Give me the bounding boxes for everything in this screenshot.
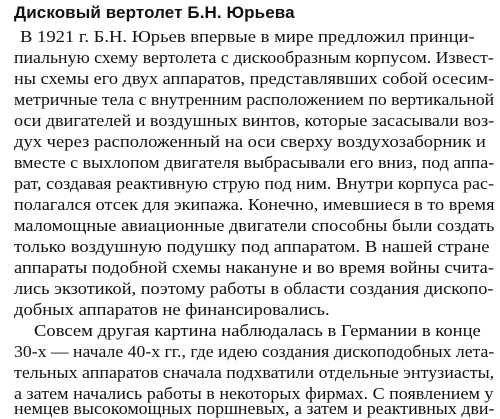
paragraph-1-line-6: дух через расположенный на оси сверху воздухозаборник и [14, 132, 486, 151]
paragraph-1-line-10: маломощные авиационные двигатели способны были создать [14, 216, 495, 235]
paragraph-2-line-1: Совсем другая картина наблюдалась в Германии в конце [34, 321, 481, 340]
paragraph-1-line-7: вместе с выхлопом двигателя выбрасывали его вниз, под аппа- [14, 153, 495, 172]
paragraph-1-line-12: аппараты подобной схемы накануне и во время войны счита- [14, 258, 494, 277]
paragraph-2-line-4: а затем начались работы в некоторых фирмах. С появлением у [14, 384, 494, 403]
paragraph-2-line-3: тельных аппаратов сначала подхватили отдельные энтузиасты, [14, 363, 495, 382]
paragraph-1-line-8: рат, создавая реактивную струю под ним. Внутри корпуса рас- [14, 174, 495, 193]
article-title: Дисковый вертолет Б.Н. Юрьева [14, 3, 295, 22]
paragraph-1-line-11: только воздушную подушку под аппаратом. В нашей стране [14, 237, 490, 256]
paragraph-1-line-4: метричные тела с внутренним расположением по вертикальной [14, 90, 495, 109]
paragraph-1-line-5: оси двигателей и воздушных винтов, которые засасывали воз- [14, 111, 495, 130]
paragraph-1-line-3: ны схемы его двух аппаратов, представлявших собой осесим- [14, 69, 495, 88]
paragraph-2-line-2: 30-х — начале 40-х гг., где идею создания дископодобных лета- [14, 342, 495, 361]
paragraph-1-line-13: лись экзотикой, поэтому работы в области создания дископо- [14, 279, 494, 298]
paragraph-2-line-5: немцев высокомощных поршневых, а затем и реактивных дви- [14, 399, 495, 418]
paragraph-1-line-9: полагался отсек для экипажа. Конечно, имевшиеся в то время [14, 195, 495, 214]
paragraph-1-line-2: пиальную схему вертолета с дискообразным корпусом. Извест- [14, 48, 494, 67]
paragraph-1-line-14: добных аппаратов не финансировались. [14, 300, 330, 319]
paragraph-1-line-1: В 1921 г. Б.Н. Юрьев впервые в мире предложил принци- [20, 27, 475, 46]
